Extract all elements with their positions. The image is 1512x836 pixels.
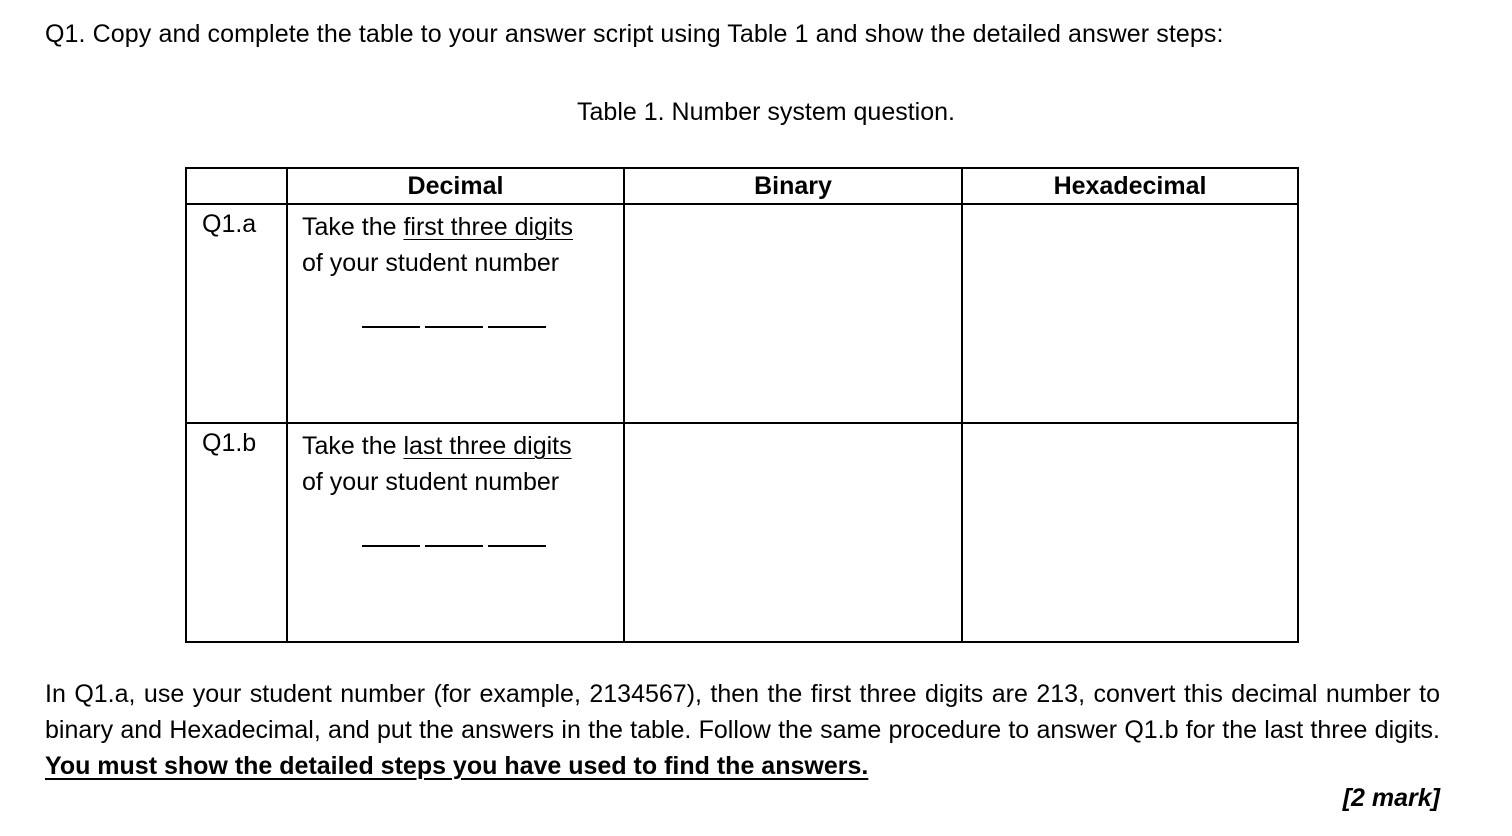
- decimal-suffix: of your student number: [302, 468, 560, 496]
- digit-blanks: [362, 325, 546, 328]
- decimal-cell-q1b: [287, 423, 624, 642]
- hexadecimal-cell-q1b: [962, 423, 1298, 642]
- header-hexadecimal: Hexadecimal: [962, 168, 1298, 204]
- table-row: [186, 423, 1298, 642]
- marks-label: [2 mark]: [1342, 784, 1440, 812]
- table-row: [186, 204, 1298, 423]
- instructions-paragraph: [45, 676, 1440, 784]
- row-label-q1b: Q1.b: [186, 423, 287, 642]
- table-caption: Table 1. Number system question.: [577, 98, 955, 126]
- number-system-table: [185, 167, 1299, 643]
- decimal-underlined: first three digits: [403, 213, 573, 241]
- header-empty: [186, 168, 287, 204]
- digit-blank: [362, 544, 420, 547]
- row-label-q1a: Q1.a: [186, 204, 287, 423]
- instructions-emphasis: You must show the detailed steps you have used to find the answers.: [45, 752, 869, 780]
- decimal-prefix: Take the: [302, 213, 404, 241]
- decimal-suffix: of your student number: [302, 249, 560, 277]
- hexadecimal-cell-q1a: [962, 204, 1298, 423]
- decimal-cell-q1a: [287, 204, 624, 423]
- question-title: Q1. Copy and complete the table to your answer script using Table 1 and show the detailed answer steps:: [45, 20, 1224, 48]
- instructions-text: In Q1.a, use your student number (for example, 2134567), then the first three digits are 213, convert this decimal number to binary and Hexadecimal, and put the answers in the table. Follow the same procedure to answer Q1.b for the last three digits.: [45, 680, 1440, 744]
- decimal-underlined: last three digits: [403, 432, 572, 460]
- header-binary: Binary: [624, 168, 962, 204]
- digit-blank: [488, 544, 546, 547]
- table-header-row: [186, 168, 1298, 204]
- binary-cell-q1b: [624, 423, 962, 642]
- decimal-prefix: Take the: [302, 432, 404, 460]
- digit-blank: [425, 325, 483, 328]
- binary-cell-q1a: [624, 204, 962, 423]
- digit-blank: [425, 544, 483, 547]
- digit-blanks: [362, 544, 546, 547]
- digit-blank: [488, 325, 546, 328]
- digit-blank: [362, 325, 420, 328]
- header-decimal: Decimal: [287, 168, 624, 204]
